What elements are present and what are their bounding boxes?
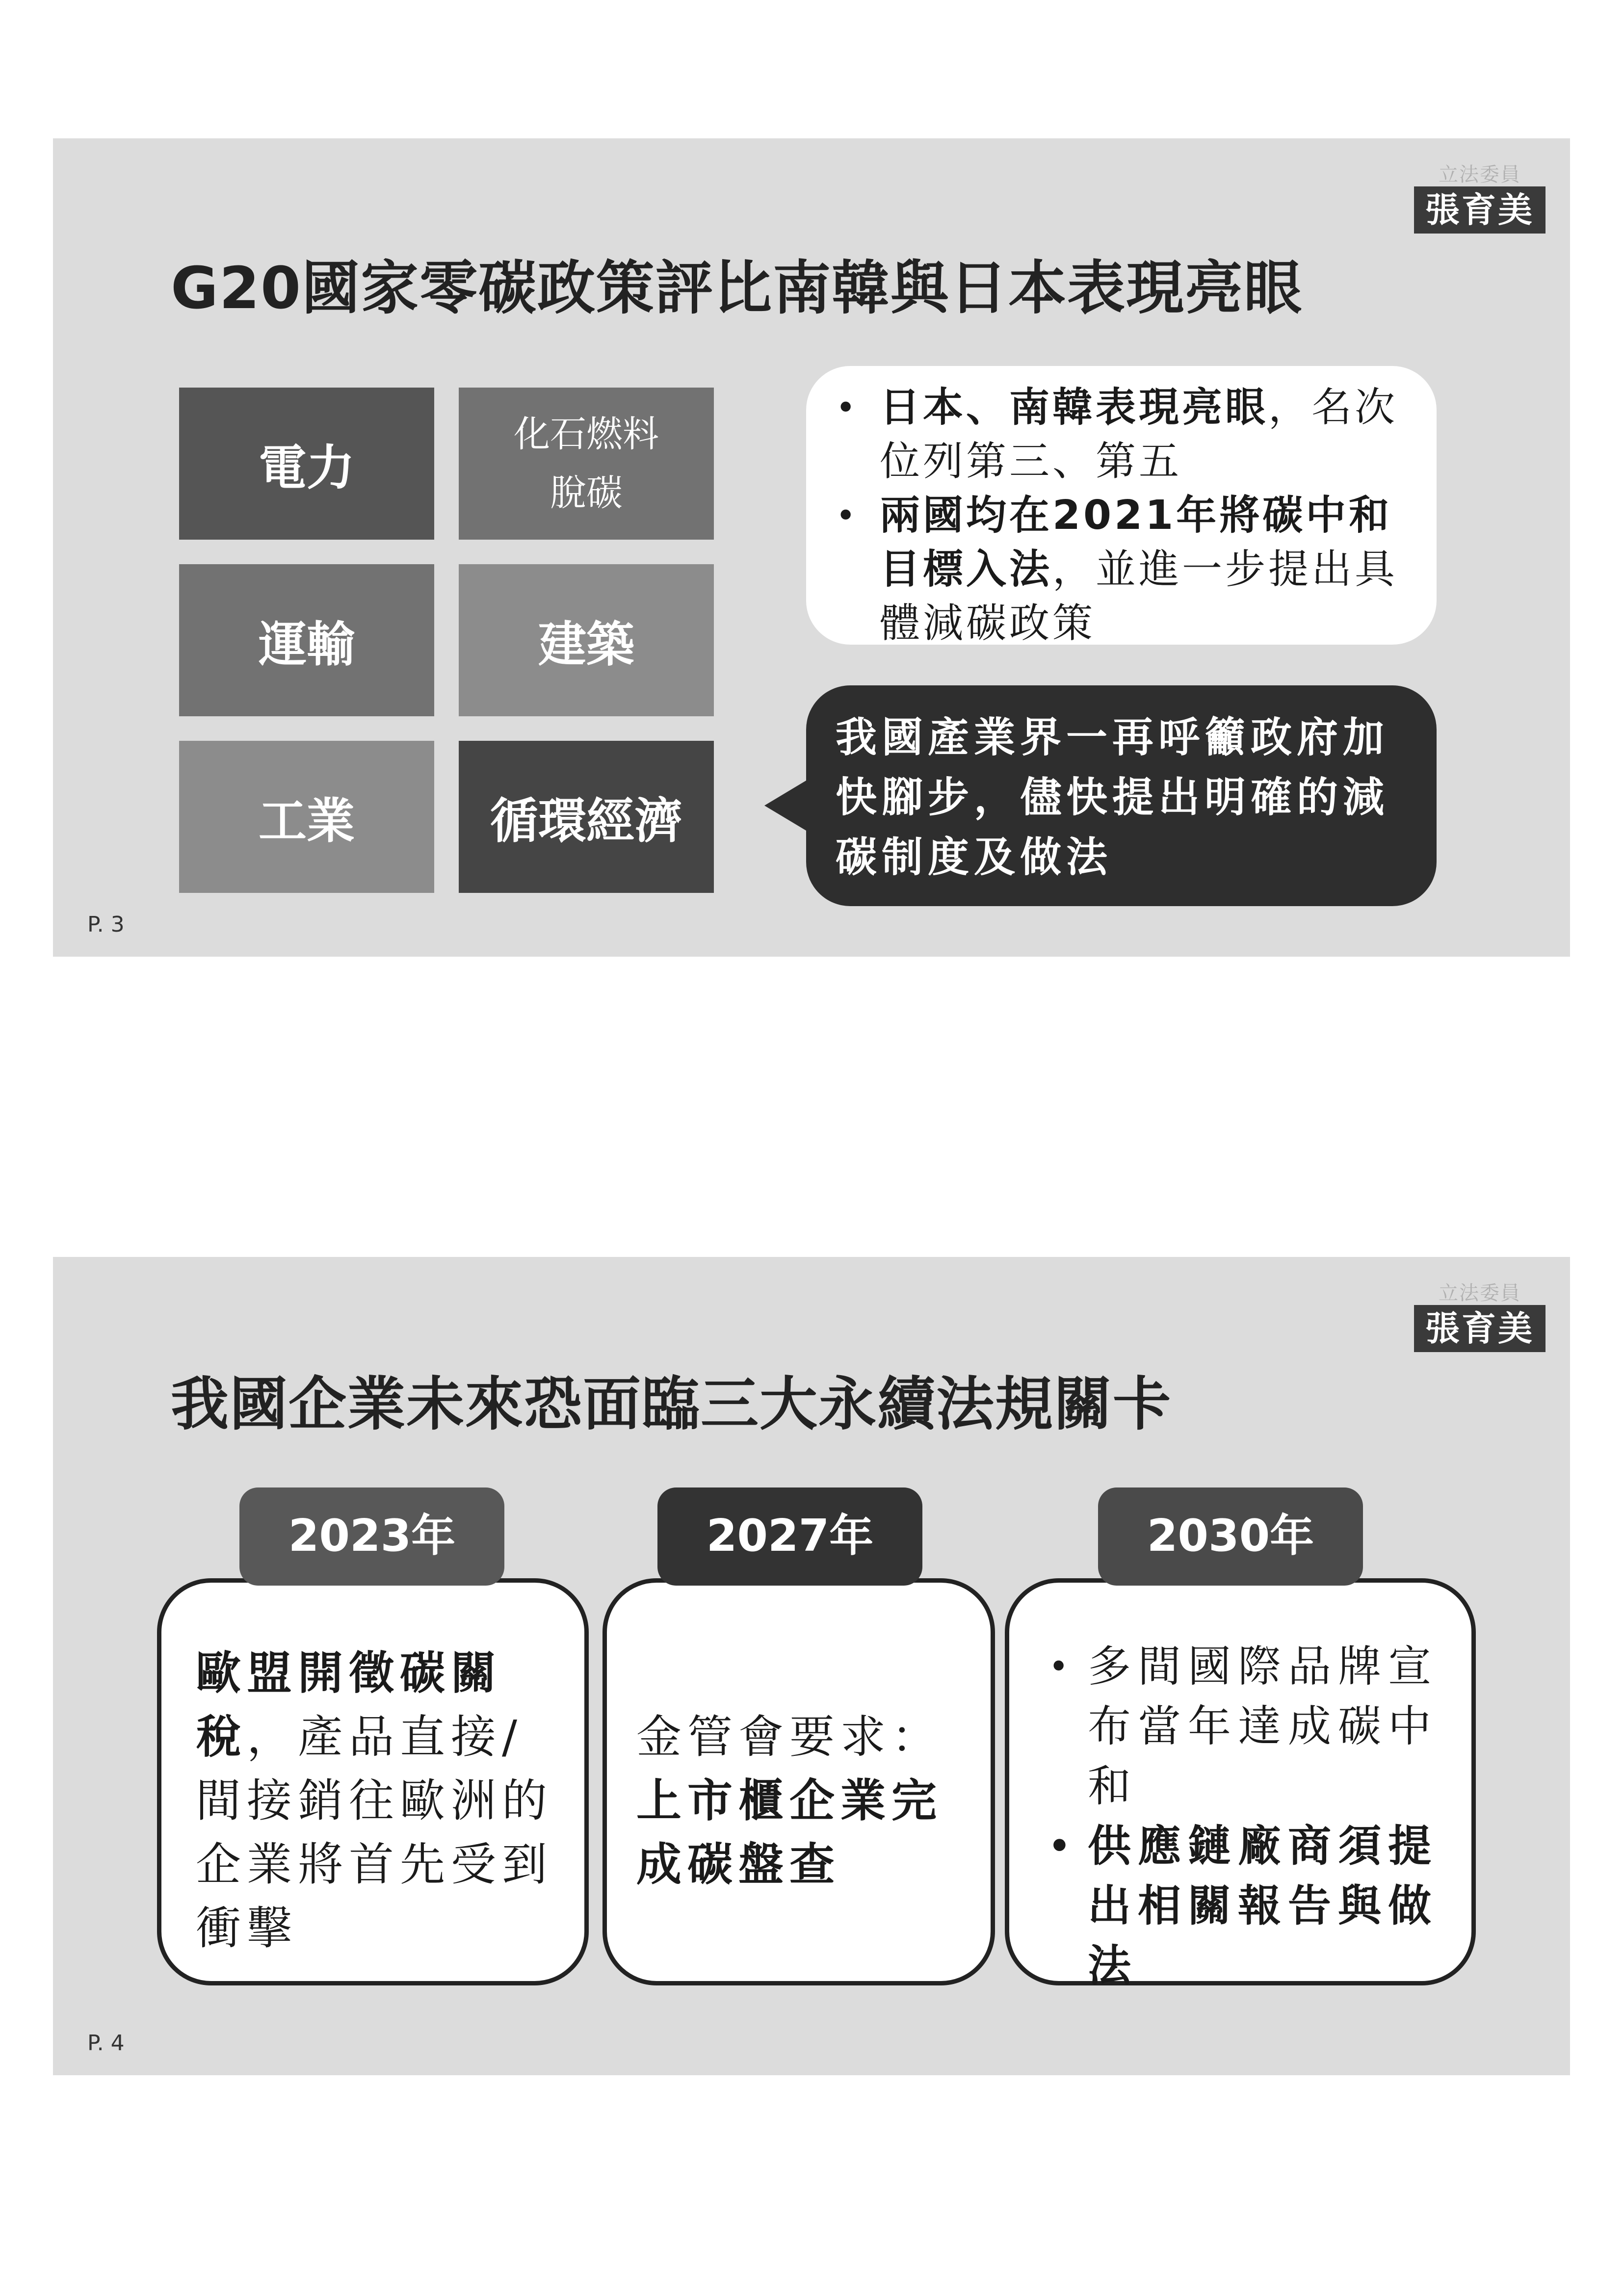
slide-title: G20國家零碳政策評比南韓與日本表現亮眼 (171, 254, 1303, 322)
tile-circular-economy (459, 741, 714, 893)
tile-industry (179, 741, 434, 893)
badge-name: 張育美 (1414, 1305, 1545, 1352)
card-2023 (157, 1578, 589, 1985)
list-item (1029, 1816, 1452, 1996)
list-item (816, 381, 1417, 489)
card-normal-text: 金管會要求： (636, 1711, 943, 1763)
slide-p3 (53, 138, 1570, 957)
year-tab-2023 (239, 1487, 504, 1586)
card-2030 (1005, 1578, 1476, 1991)
bullet-bold-text: 日本、南韓表現亮眼 (880, 384, 1269, 431)
tile-transport (179, 564, 434, 716)
card-bold-text: 歐盟開徵碳關稅 (196, 1647, 502, 1763)
bullet-normal-text: ，名次位列第三、第五 (880, 384, 1398, 485)
card-text (636, 1705, 971, 1897)
card-text (196, 1642, 555, 1960)
tile-label: 運輸 (258, 616, 355, 673)
bullet-icon: • (1048, 1826, 1077, 1866)
tile-electricity (179, 388, 434, 540)
year-tab-2027 (657, 1487, 922, 1586)
tile-label-line1: 化石燃料 (514, 413, 659, 455)
industry-callout (806, 685, 1437, 906)
tile-label-line2: 脫碳 (550, 472, 623, 514)
tile-label: 循環經濟 (490, 793, 682, 849)
tile-label: 電力 (258, 440, 355, 496)
year-label: 2023年 (288, 1510, 456, 1562)
badge-name: 張育美 (1414, 186, 1545, 234)
year-tab-2030 (1098, 1487, 1363, 1586)
tile-building (459, 564, 714, 716)
card-normal-text: ，產品直接/間接銷往歐洲的企業將首先受到衝擊 (196, 1711, 553, 1955)
page-number: P. 4 (87, 2031, 125, 2056)
bullet-normal-text: ，並進一步提出具體減碳政策 (880, 546, 1398, 647)
badge-subtitle: 立法委員 (1439, 163, 1521, 186)
bullet-icon: • (1048, 1646, 1076, 1687)
bullet-icon: • (836, 388, 859, 428)
bullet-text: 供應鏈廠商須提出相關報告與做法 (1088, 1821, 1439, 1991)
bullet-bold-text: 兩國均在2021年將碳中和目標入法 (880, 492, 1392, 593)
highlight-bubble (806, 366, 1437, 645)
list-item (1029, 1637, 1452, 1816)
badge-subtitle: 立法委員 (1439, 1282, 1521, 1305)
callout-text: 我國產業界一再呼籲政府加快腳步，儘快提出明確的減碳制度及做法 (836, 713, 1389, 881)
legislator-badge (1414, 163, 1545, 234)
list-item (816, 489, 1417, 651)
card-bold-text: 上市櫃企業完成碳盤查 (636, 1774, 943, 1891)
tile-label: 工業 (258, 793, 355, 849)
tile-label: 建築 (538, 616, 634, 673)
year-label: 2030年 (1147, 1510, 1314, 1562)
card-2027 (602, 1578, 995, 1985)
highlight-list (816, 381, 1417, 651)
slide-title: 我國企業未來恐面臨三大永續法規關卡 (171, 1370, 1172, 1438)
bullet-text: 多間國際品牌宣布當年達成碳中和 (1088, 1641, 1439, 1811)
bullet-icon: • (836, 496, 859, 536)
page-number: P. 3 (87, 912, 125, 937)
card-list (1029, 1637, 1452, 1996)
tile-fossil-fuel-decarbonization (459, 388, 714, 540)
slide-p4 (53, 1257, 1570, 2075)
year-label: 2027年 (706, 1510, 874, 1562)
legislator-badge (1414, 1281, 1545, 1352)
